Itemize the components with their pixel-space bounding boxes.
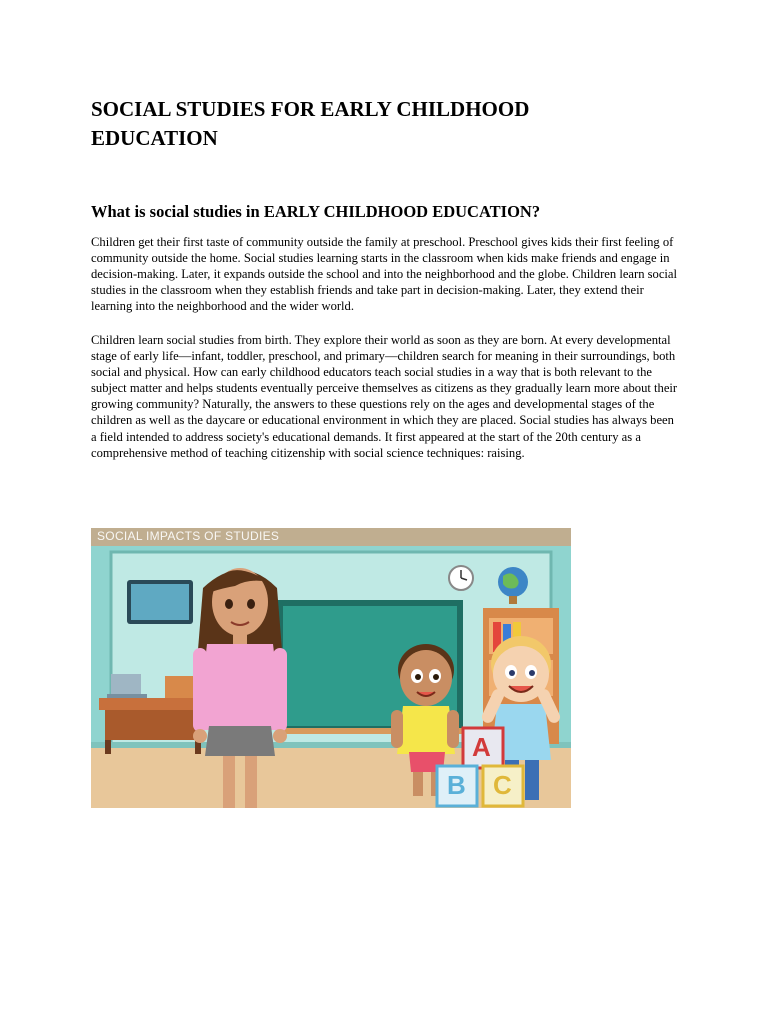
illustration-banner: SOCIAL IMPACTS OF STUDIES [97, 529, 280, 543]
teacher-desk [99, 698, 207, 710]
document-title: SOCIAL STUDIES FOR EARLY CHILDHOOD EDUCATION [91, 97, 530, 150]
block-letter-a: A [472, 732, 491, 762]
block-letter-c: C [493, 770, 512, 800]
section-heading: What is social studies in EARLY CHILDHOOD EDUCATION? [91, 202, 541, 221]
paragraph-1: Children get their first taste of community outside the family at preschool. Preschool gives kids their first feeling of community outside the home. Social studies learning starts in the classroom when kids make friends and engage in decision-making. Later, it expands outside the school and into the neighborhood and the globe. Children learn social studies in the classroom when they establish friends and take part in decision-making. Later, they extend their learning into the neighborhood and the wider world. [91, 235, 678, 314]
paragraph-2: Children learn social studies from birth. They explore their world as soon as they are born. At every developmental stage of early life—infant, toddler, preschool, and primary—children search for meaning in their surroundings, both social and physical. How can early childhood educators teach social studies in a way that is both relevant to the subject matter and helps students eventually perceive themselves as citizens as they gradually learn more about their growing community? Naturally, the answers to these questions rely on the ages and developmental stages of the children as well as the daycare or educational environment in which they are placed. Social studies has always been a field intended to address society's educational demands. It first appeared at the start of the 20th century as a comprehensive method of teaching citizenship with social science techniques: raising. [91, 333, 678, 460]
document-page [91, 95, 683, 460]
block-letter-b: B [447, 770, 466, 800]
classroom-scene [91, 528, 571, 808]
laptop-icon [111, 674, 141, 696]
classroom-illustration [91, 528, 571, 808]
